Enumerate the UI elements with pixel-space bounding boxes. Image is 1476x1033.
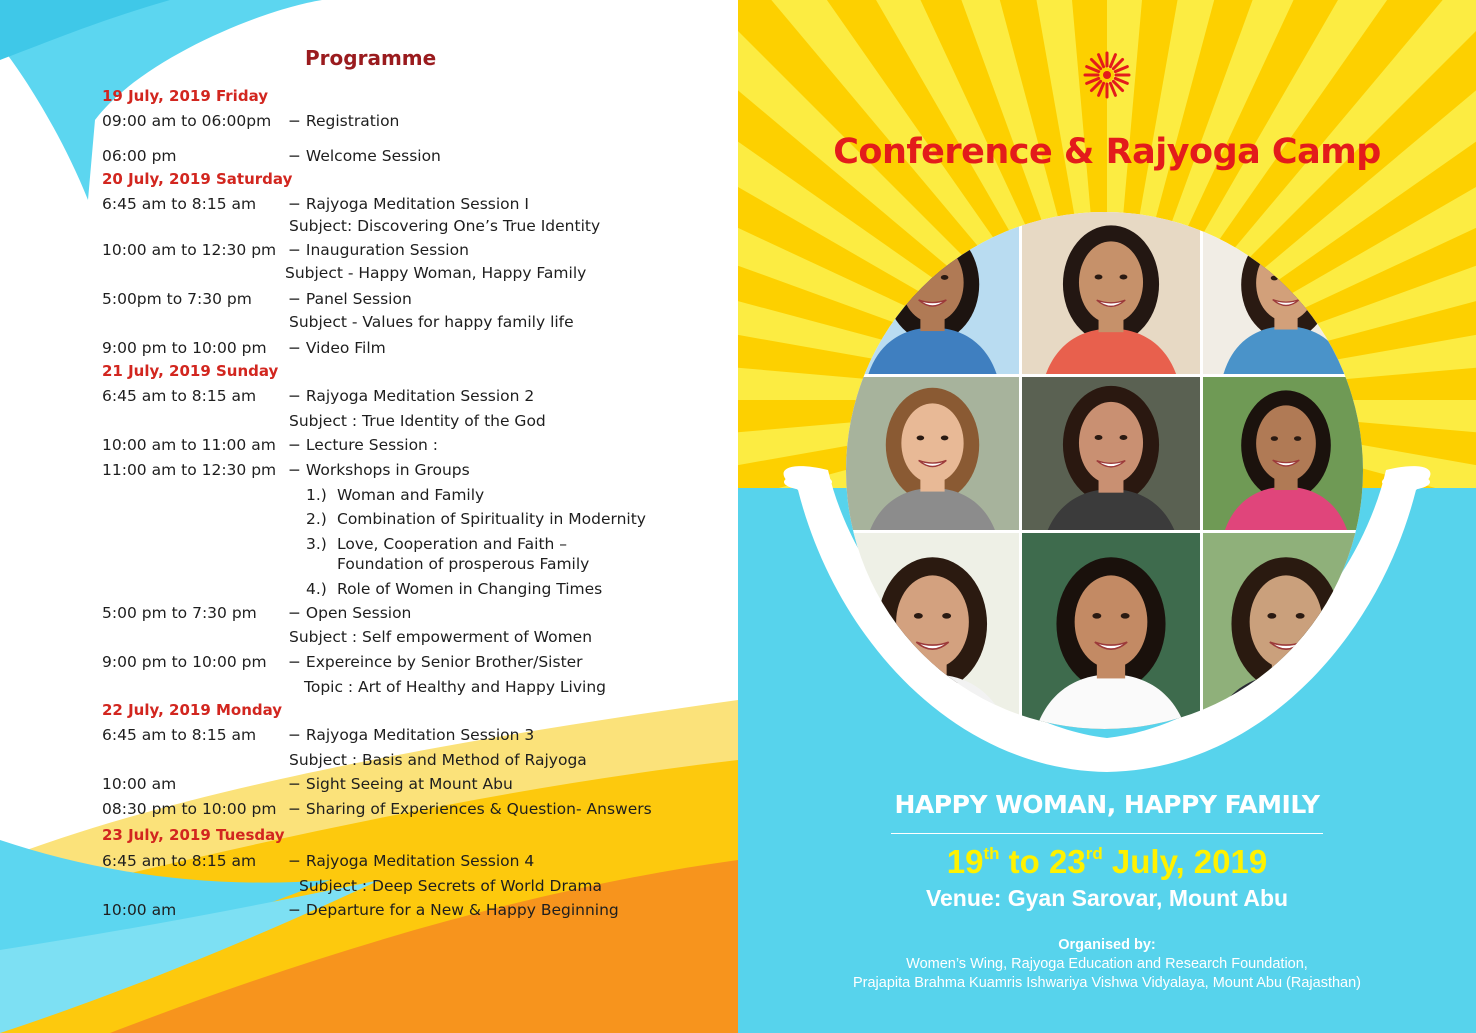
session-time: 09:00 am to 06:00pm bbox=[102, 112, 272, 130]
session-time: 6:45 am to 8:15 am bbox=[102, 387, 257, 405]
photo-collage bbox=[846, 212, 1363, 729]
session-subject: Subject : Self empowerment of Women bbox=[289, 628, 593, 646]
cover-panel bbox=[738, 0, 1476, 1033]
session-time: 10:00 am bbox=[102, 775, 177, 793]
day-heading: 19 July, 2019 Friday bbox=[102, 87, 269, 105]
organiser-line-2: Prajapita Brahma Kuamris Ishwariya Vishwa Vidyalaya, Mount Abu (Rajasthan) bbox=[852, 975, 1362, 991]
session-title: − Inauguration Session bbox=[288, 241, 469, 259]
session-title: − Welcome Session bbox=[288, 147, 441, 165]
session-title: − Rajyoga Meditation Session 3 bbox=[288, 726, 535, 744]
session-title: − Video Film bbox=[288, 339, 386, 357]
session-subject: Subject : Basis and Method of Rajyoga bbox=[289, 751, 587, 769]
workshop-topic: Love, Cooperation and Faith – bbox=[337, 535, 568, 553]
session-title: − Panel Session bbox=[288, 290, 412, 308]
session-title: − Rajyoga Meditation Session I bbox=[288, 195, 529, 213]
workshop-number: 1.) bbox=[306, 486, 327, 504]
event-tagline: HAPPY WOMAN, HAPPY FAMILY bbox=[894, 790, 1320, 819]
session-time: 10:00 am bbox=[102, 901, 177, 919]
session-subject: Subject: Discovering One’s True Identity bbox=[289, 217, 601, 235]
session-subject: Subject : True Identity of the God bbox=[289, 412, 546, 430]
session-time: 06:00 pm bbox=[102, 147, 177, 165]
woman-at-laptop-portrait bbox=[1203, 212, 1363, 374]
session-time: 10:00 am to 11:00 am bbox=[102, 436, 276, 454]
session-time: 6:45 am to 8:15 am bbox=[102, 726, 257, 744]
woman-on-phone-portrait bbox=[846, 377, 1019, 530]
day-heading: 23 July, 2019 Tuesday bbox=[102, 826, 285, 844]
smile-left-end bbox=[784, 474, 832, 490]
smile-right-end bbox=[1382, 474, 1430, 490]
session-title: − Rajyoga Meditation Session 2 bbox=[288, 387, 535, 405]
session-subject: Topic : Art of Healthy and Happy Living bbox=[304, 678, 607, 696]
session-time: 9:00 pm to 10:00 pm bbox=[102, 339, 267, 357]
session-title: − Departure for a New & Happy Beginning bbox=[288, 901, 619, 919]
workshop-topic-continued: Foundation of prosperous Family bbox=[337, 555, 590, 573]
session-title: − Open Session bbox=[288, 604, 412, 622]
session-title: − Expereince by Senior Brother/Sister bbox=[288, 653, 583, 671]
session-subject: Subject - Happy Woman, Happy Family bbox=[285, 264, 587, 282]
session-title: − Lecture Session : bbox=[288, 436, 439, 454]
woman-outdoors-portrait bbox=[1203, 533, 1363, 729]
workshop-number: 4.) bbox=[306, 580, 327, 598]
event-title: Conference & Rajyoga Camp bbox=[833, 132, 1381, 172]
workshop-topic: Combination of Spirituality in Modernity bbox=[337, 510, 646, 528]
session-title: − Registration bbox=[288, 112, 400, 130]
smiling-woman-portrait bbox=[1022, 377, 1200, 530]
session-time: 08:30 pm to 10:00 pm bbox=[102, 800, 277, 818]
session-time: 5:00pm to 7:30 pm bbox=[102, 290, 252, 308]
session-time: 10:00 am to 12:30 pm bbox=[102, 241, 277, 259]
mother-and-child-portrait bbox=[1022, 212, 1200, 374]
workshop-number: 3.) bbox=[306, 535, 327, 553]
event-venue: Venue: Gyan Sarovar, Mount Abu bbox=[925, 885, 1289, 911]
session-time: 11:00 am to 12:30 pm bbox=[102, 461, 277, 479]
mother-hugging-child-portrait bbox=[846, 533, 1019, 729]
session-time: 5:00 pm to 7:30 pm bbox=[102, 604, 257, 622]
session-title: − Sight Seeing at Mount Abu bbox=[288, 775, 513, 793]
organiser-line-1: Women’s Wing, Rajyoga Education and Research Foundation, bbox=[906, 956, 1308, 972]
workshop-topic: Woman and Family bbox=[337, 486, 485, 504]
woman-in-white-portrait bbox=[1022, 533, 1200, 729]
session-time: 9:00 pm to 10:00 pm bbox=[102, 653, 267, 671]
session-title: − Rajyoga Meditation Session 4 bbox=[288, 852, 535, 870]
session-subject: Subject - Values for happy family life bbox=[289, 313, 574, 331]
session-title: − Workshops in Groups bbox=[288, 461, 470, 479]
session-time: 6:45 am to 8:15 am bbox=[102, 852, 257, 870]
workshop-topic: Role of Women in Changing Times bbox=[337, 580, 603, 598]
workshop-number: 2.) bbox=[306, 510, 327, 528]
divider-line bbox=[891, 833, 1323, 834]
session-time: 6:45 am to 8:15 am bbox=[102, 195, 257, 213]
programme-title: Programme bbox=[305, 46, 437, 70]
event-dates: 19th to 23rd July, 2019 bbox=[946, 843, 1268, 880]
day-heading: 20 July, 2019 Saturday bbox=[102, 170, 293, 188]
session-subject: Subject : Deep Secrets of World Drama bbox=[299, 877, 602, 895]
session-title: − Sharing of Experiences & Question- Answers bbox=[288, 800, 652, 818]
day-heading: 22 July, 2019 Monday bbox=[102, 701, 283, 719]
organised-by-label: Organised by: bbox=[1058, 937, 1156, 953]
day-heading: 21 July, 2019 Sunday bbox=[102, 362, 279, 380]
sun-rays-logo-icon bbox=[1085, 53, 1129, 97]
woman-with-bindi-portrait bbox=[1203, 377, 1363, 530]
woman-portrait bbox=[846, 212, 1019, 374]
